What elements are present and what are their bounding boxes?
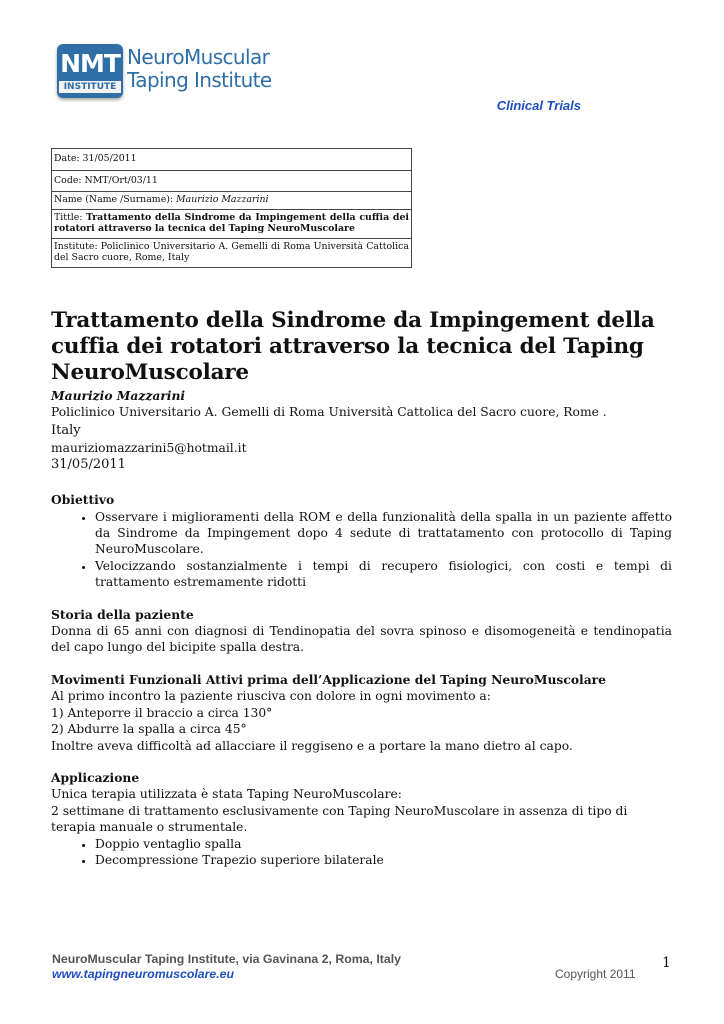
article-author: Maurizio Mazzarini bbox=[51, 388, 186, 403]
article-body bbox=[51, 308, 672, 868]
info-name-value: Maurizio Mazzarini bbox=[176, 194, 269, 205]
application-line2: 2 settimane di trattamento esclusivamente con Taping NeuroMuscolare in assenza di tipo di terapia manuale o strumentale. bbox=[51, 803, 628, 835]
movements-line: Al primo incontro la paziente riusciva con dolore in ogni movimento a: bbox=[51, 689, 491, 704]
info-code: Code: NMT/Ort/03/11 bbox=[52, 170, 412, 192]
info-name-label: Name (Name /Surname): bbox=[54, 194, 177, 205]
list-item: • Doppio ventaglio spalla bbox=[95, 836, 672, 852]
history-text: Donna di 65 anni con diagnosi di Tendinopatia del sovra spinoso e disomogeneità e tendinopatia del capo lungo del bicipite spalla destra. bbox=[51, 624, 672, 655]
objective-heading: Obiettivo bbox=[51, 492, 115, 508]
movements-heading: Movimenti Funzionali Attivi prima dell’Applicazione del Taping NeuroMuscolare bbox=[51, 671, 606, 687]
info-table bbox=[51, 148, 412, 268]
info-date: Date: 31/05/2011 bbox=[52, 149, 412, 171]
logo-badge bbox=[57, 44, 123, 98]
logo-line2: Taping Institute bbox=[127, 68, 272, 92]
movements-line: 2) Abdurre la spalla a circa 45° bbox=[51, 722, 247, 737]
footer-url-link[interactable]: www.tapingneuromuscolare.eu bbox=[52, 967, 234, 981]
movements-section bbox=[51, 672, 672, 754]
article-date: 31/05/2011 bbox=[51, 457, 126, 473]
list-item: • Osservare i miglioramenti della ROM e della funzionalità della spalla in un paziente affetto da Sindrome da Impingement dopo 4 sedute di trattatamento con protocollo di Taping NeuroMuscolare. bbox=[95, 509, 672, 558]
info-title-value: Trattamento della Sindrome da Impingement della cuffia dei rotatori attraverso la tecnica del Taping NeuroMuscolare bbox=[54, 211, 409, 234]
application-heading: Applicazione bbox=[51, 769, 140, 785]
application-list bbox=[51, 836, 672, 869]
logo bbox=[57, 44, 287, 100]
info-title bbox=[52, 209, 412, 238]
history-section bbox=[51, 607, 672, 656]
movements-line: 1) Anteporre il braccio a circa 130° bbox=[51, 705, 273, 720]
article-title: Trattamento della Sindrome da Impingement della cuffia dei rotatori attraverso la tecnica del Taping NeuroMuscolare bbox=[51, 308, 655, 385]
movements-line: Inoltre aveva difficoltà ad allacciare il reggiseno e a portare la mano dietro al capo. bbox=[51, 738, 573, 753]
application-line1: Unica terapia utilizzata è stata Taping NeuroMuscolare: bbox=[51, 787, 402, 802]
footer-copyright: Copyright 2011 bbox=[555, 967, 636, 981]
logo-wordmark bbox=[127, 46, 272, 92]
logo-sub: INSTITUTE bbox=[59, 81, 121, 93]
article-affiliation: Policlinico Universitario A. Gemelli di Roma Università Cattolica del Sacro cuore, Rome . bbox=[51, 405, 607, 420]
info-title-label: Tittle: bbox=[54, 211, 86, 223]
page-number: 1 bbox=[662, 955, 671, 971]
application-section bbox=[51, 770, 672, 868]
info-institute: Institute: Policlinico Universitario A. Gemelli di Roma Università Cattolica del Sacro cuore, Rome, Italy bbox=[52, 238, 412, 267]
list-item: • Velocizzando sostanzialmente i tempi di recupero fisiologici, con costi e tempi di trattamento estremamente ridotti bbox=[95, 558, 672, 591]
clinical-trials-label: Clinical Trials bbox=[496, 98, 581, 113]
objective-section bbox=[51, 492, 672, 590]
history-heading: Storia della paziente bbox=[51, 606, 194, 622]
list-item: • Decompressione Trapezio superiore bilaterale bbox=[95, 852, 672, 868]
article-email: mauriziomazzarini5@hotmail.it bbox=[51, 440, 247, 455]
article-country: Italy bbox=[51, 422, 81, 438]
objective-list bbox=[51, 509, 672, 591]
logo-line1: NeuroMuscular bbox=[127, 45, 270, 69]
logo-abbr: NMT bbox=[60, 49, 120, 78]
info-name bbox=[52, 192, 412, 210]
footer-address: NeuroMuscular Taping Institute, via Gavinana 2, Roma, Italy bbox=[52, 952, 401, 966]
